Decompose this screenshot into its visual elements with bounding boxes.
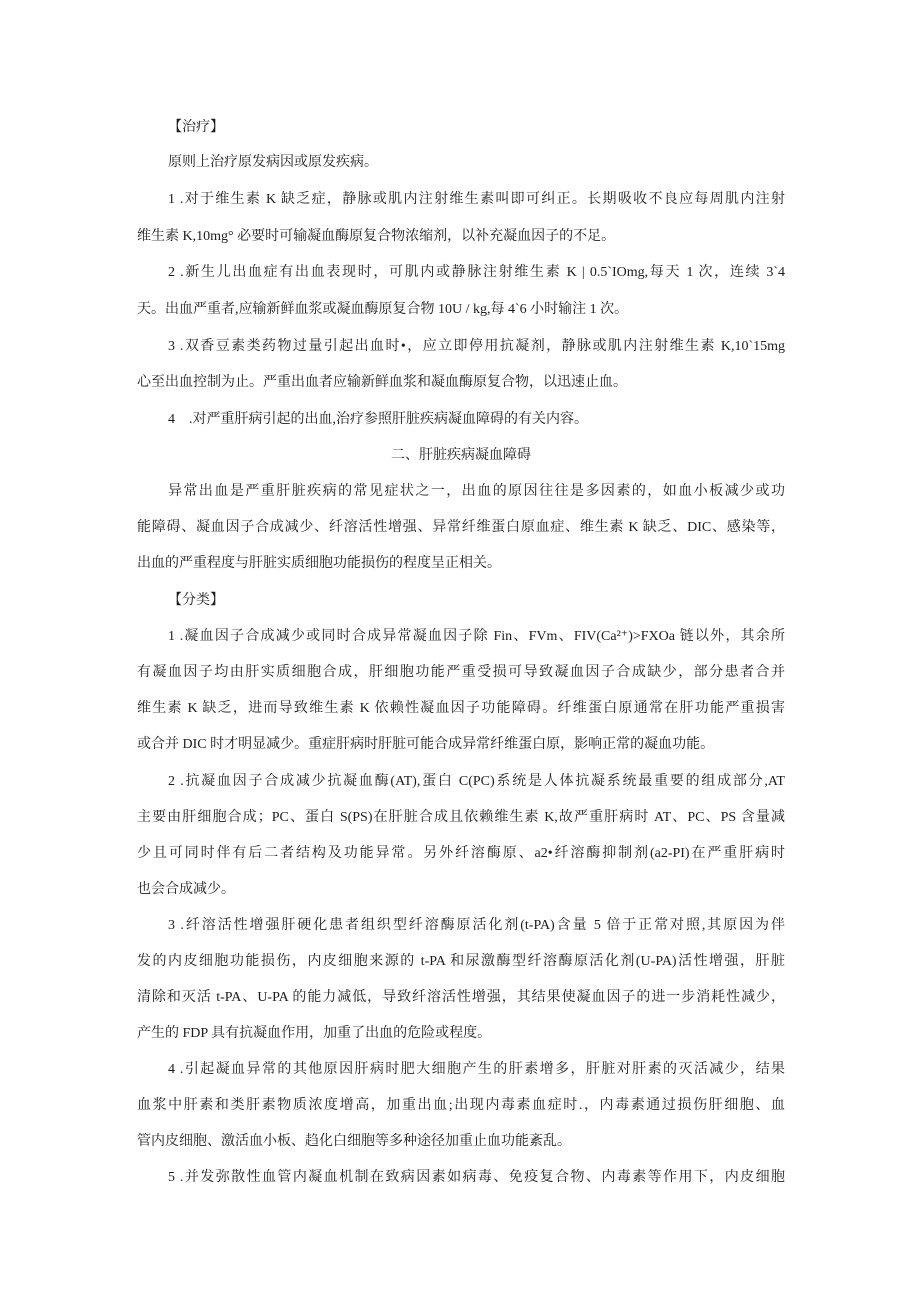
class-item-3-line-2: 发的内皮细胞功能损伤，内皮细胞来源的 t-PA 和尿激酶型纤溶酶原活化剂(U-PA)活性增强，肝脏 <box>137 954 785 969</box>
treatment-item-3-line-1: 3 .双香豆素类药物过量引起出血时•，应立即停用抗凝剂，静脉或肌内注射维生素 K,10`15mg <box>168 339 785 354</box>
treatment-item-3-line-2: 心至出血控制为止。严重出血者应输新鲜血浆和凝血酶原复合物，以迅速止血。 <box>137 375 627 390</box>
class-item-2-line-1: 2 .抗凝血因子合成减少抗凝血酶(AT),蛋白 C(PC)系统是人体抗凝系统最重要的组成部分,AT <box>168 774 785 789</box>
class-item-2-line-2: 主要由肝细胞合成；PC、蛋白 S(PS)在肝脏合成且依赖维生素 K,故严重肝病时 AT、PC、PS 含量减 <box>137 810 785 825</box>
class-item-4-line-2: 血浆中肝素和类肝素物质浓度增高，加重出血;出现内毒素血症时.，内毒素通过损伤肝细胞、血 <box>137 1098 785 1113</box>
class-item-3-line-3: 清除和灭活 t-PA、U-PA 的能力减低，导致纤溶活性增强，其结果使凝血因子的进一步消耗性减少， <box>137 990 785 1005</box>
class-item-3-line-1: 3 .纤溶活性增强肝硬化患者组织型纤溶酶原活化剂(t-PA)含量 5 倍于正常对照,其原因为伴 <box>168 918 785 933</box>
section-title: 二、肝脏疾病凝血障碍 <box>391 448 531 463</box>
class-item-4-line-3: 管内皮细胞、激活血小板、趋化白细胞等多种途径加重止血功能紊乱。 <box>137 1134 571 1149</box>
intro-line-1: 异常出血是严重肝脏疾病的常见症状之一，出血的原因往往是多因素的，如血小板减少或功 <box>168 484 785 499</box>
intro-line-2: 能障碍、凝血因子合成减少、纤溶活性增强、异常纤维蛋白原血症、维生素 K 缺乏、DIC、感染等， <box>137 520 785 535</box>
class-item-5-line-1: 5 .并发弥散性血管内凝血机制在致病因素如病毒、免疫复合物、内毒素等作用下，内皮细胞 <box>168 1170 785 1185</box>
class-item-4-line-1: 4 .引起凝血异常的其他原因肝病时肥大细胞产生的肝素增多，肝脏对肝素的灭活减少，结果 <box>168 1062 785 1077</box>
treatment-item-4-line-1: 4 .对严重肝病引起的出血,治疗参照肝脏疾病凝血障碍的有关内容。 <box>168 412 588 427</box>
treatment-heading: 【治疗】 <box>168 120 224 135</box>
class-item-1-line-2: 有凝血因子均由肝实质细胞合成，肝细胞功能严重受损可导致凝血因子合成缺少，部分患者合并 <box>137 665 785 680</box>
class-item-2-line-3: 少且可同时伴有后二者结构及功能异常。另外纤溶酶原、a2•纤溶酶抑制剂(a2-PI)在严重肝病时 <box>137 846 785 861</box>
treatment-item-1-line-1: 1 .对于维生素 K 缺乏症，静脉或肌内注射维生素叫即可纠正。长期吸收不良应每周肌内注射 <box>168 192 785 207</box>
treatment-item-2-line-2: 天。出血严重者,应输新鲜血浆或凝血酶原复合物 10U / kg,每 4`6 小时输注 1 次。 <box>137 302 629 317</box>
class-item-1-line-1: 1 .凝血因子合成减少或同时合成异常凝血因子除 Fin、FVm、FIV(Ca²⁺)>FXOa 链以外，其余所 <box>168 629 785 644</box>
class-item-3-line-4: 产生的 FDP 具有抗凝血作用，加重了出血的危险或程度。 <box>137 1026 492 1041</box>
treatment-principle: 原则上治疗原发病因或原发疾病。 <box>168 155 378 170</box>
class-item-1-line-3: 维生素 K 缺乏，进而导致维生素 K 依赖性凝血因子功能障碍。纤维蛋白原通常在肝功能严重损害 <box>137 701 785 716</box>
treatment-item-1-line-2: 维生素 K,10mg° 必要时可输凝血酶原复合物浓缩剂，以补充凝血因子的不足。 <box>137 229 616 244</box>
class-item-2-line-4: 也会合成减少。 <box>137 882 235 897</box>
intro-line-3: 出血的严重程度与肝脏实质细胞功能损伤的程度呈正相关。 <box>137 556 501 571</box>
class-item-1-line-4: 或合并 DIC 时才明显减少。重症肝病时肝脏可能合成异常纤维蛋白原，影响正常的凝血功能。 <box>137 737 715 752</box>
classification-heading: 【分类】 <box>168 593 224 608</box>
treatment-item-2-line-1: 2 .新生儿出血症有出血表现时，可肌内或静脉注射维生素 K | 0.5`IOmg,每天 1 次，连续 3`4 <box>168 265 785 280</box>
